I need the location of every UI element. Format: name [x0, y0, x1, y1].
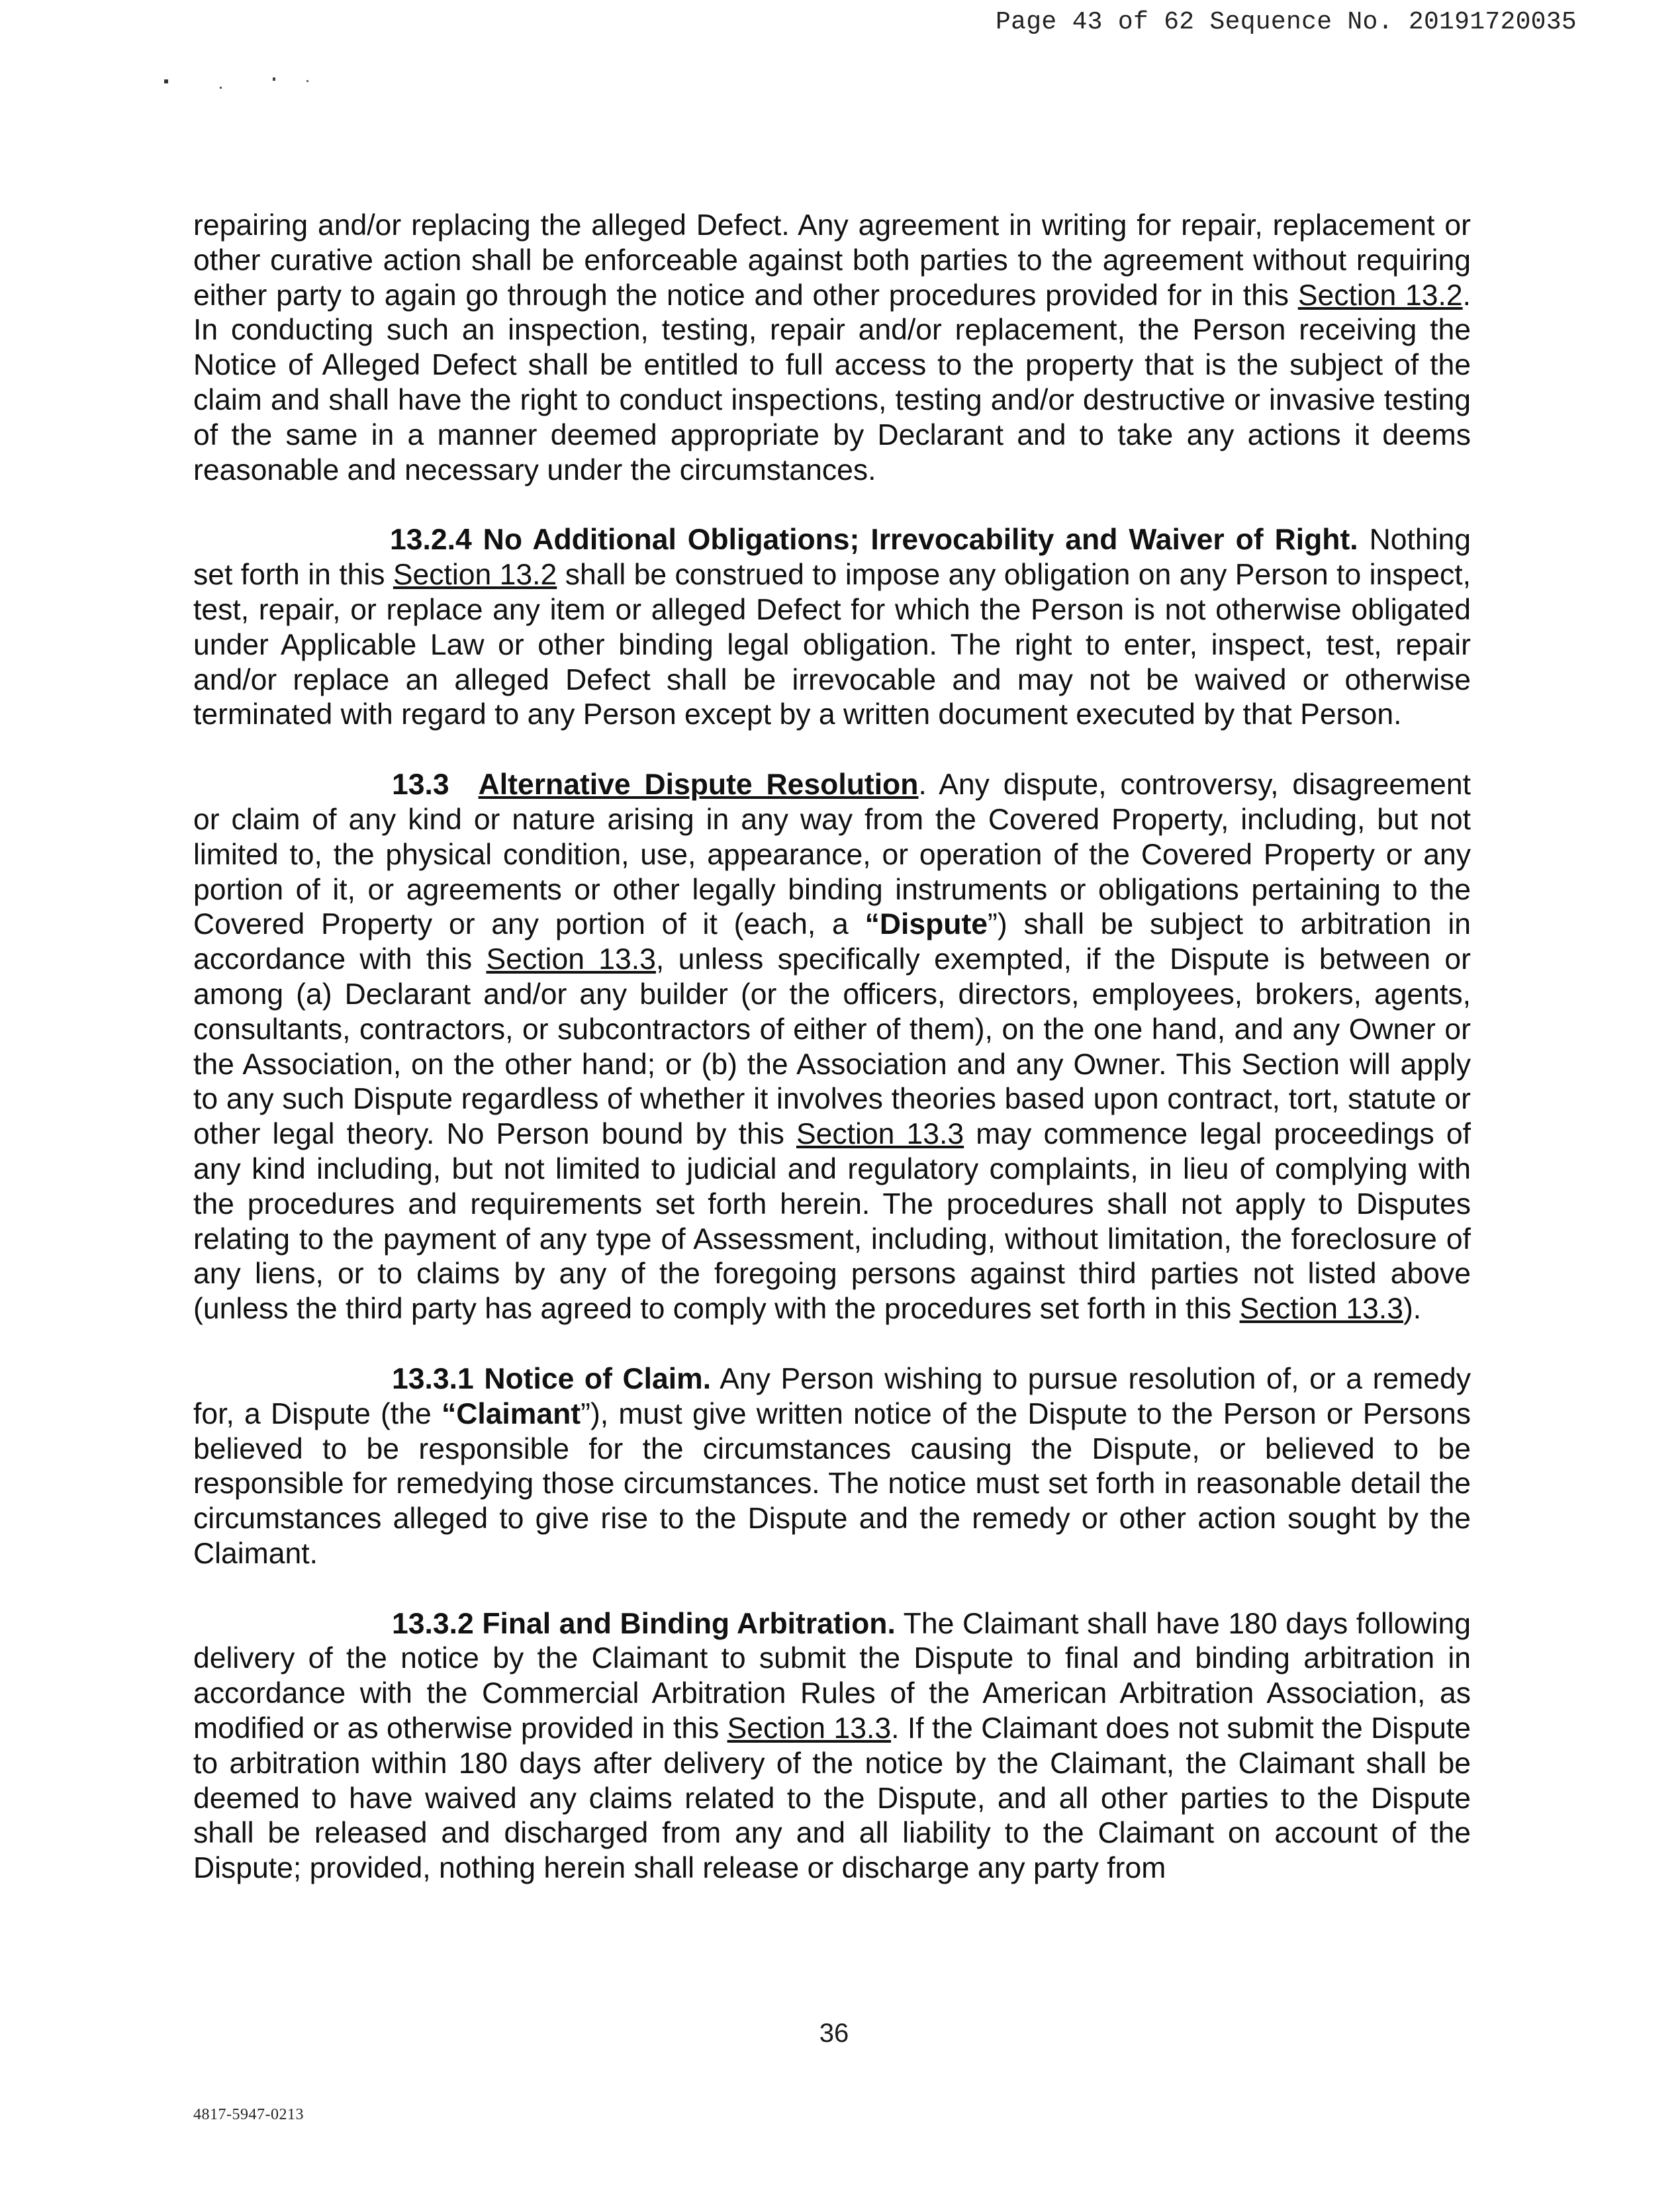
- document-body: [193, 208, 1471, 1886]
- paragraph-13-2-3-continuation: repairing and/or replacing the alleged Defect. Any agreement in writing for repair, replacement or other curative action shall be enforceable against both parties to the agreement without requiring either party to again go through the notice and other procedures provided for in this Section 13.2. In conducting such an inspection, testing, repair and/or replacement, the Person receiving the Notice of Alleged Defect shall be entitled to full access to the property that is the subject of the claim and shall have the right to conduct inspections, testing and/or destructive or invasive testing of the same in a manner deemed appropriate by Declarant and to take any actions it deems reasonable and necessary under the circumstances.: [193, 209, 1471, 486]
- section-reference: Section 13.2: [1297, 279, 1463, 312]
- paragraph-13-3-2: 13.3.2 Final and Binding Arbitration. The Claimant shall have 180 days following delivery of the notice by the Claimant to submit the Dispute to final and binding arbitration in accordance with the Commercial Arbitration Rules of the American Arbitration Association, as modified or as otherwise provided in this Section 13.3. If the Claimant does not submit the Dispute to arbitration within 180 days after delivery of the notice by the Claimant, the Claimant shall be deemed to have waived any claims related to the Dispute, and all other parties to the Dispute shall be released and discharged from any and all liability to the Claimant on account of the Dispute; provided, nothing herein shall release or discharge any party from: [193, 1607, 1471, 1885]
- section-reference: Section 13.3: [727, 1712, 892, 1745]
- page-number: 36: [819, 2019, 849, 2048]
- paragraph-13-3: 13.3 Alternative Dispute Resolution. Any dispute, controversy, disagreement or claim of any kind or nature arising in any way from the Covered Property, including, but not limited to, the physical condition, use, appearance, or operation of the Covered Property or any portion of it, or agreements or other legally binding instruments or obligations pertaining to the Covered Property or any portion of it (each, a “Dispute”) shall be subject to arbitration in accordance with this Section 13.3, unless specifically exempted, if the Dispute is between or among (a) Declarant and/or any builder (or the officers, directors, employees, brokers, agents, consultants, contractors, or subcontractors of either of them), on the one hand, and any Owner or the Association, on the other hand; or (b) the Association and any Owner. This Section will apply to any such Dispute regardless of whether it involves theories based upon contract, tort, statute or other legal theory. No Person bound by this Section 13.3 may commence legal proceedings of any kind including, but not limited to judicial and regulatory complaints, in lieu of complying with the procedures and requirements set forth herein. The procedures shall not apply to Disputes relating to the payment of any type of Assessment, including, without limitation, the foreclosure of any liens, or to claims by any of the foregoing persons against third parties not listed above (unless the third party has agreed to comply with the procedures set forth in this Section 13.3).: [193, 768, 1471, 1326]
- section-number: 13.3: [392, 768, 449, 802]
- section-heading: 13.3.2 Final and Binding Arbitration: [392, 1607, 888, 1640]
- section-reference: Section 13.3: [1239, 1293, 1403, 1326]
- section-reference: Section 13.3: [796, 1118, 964, 1151]
- paragraph-13-2-4: 13.2.4 No Additional Obligations; Irrevocability and Waiver of Right. Nothing set forth in this Section 13.2 shall be construed to impose any obligation on any Person to inspect, test, repair, or replace any item or alleged Defect for which the Person is not otherwise obligated under Applicable Law or other binding legal obligation. The right to enter, inspect, test, repair and/or replace an alleged Defect shall be irrevocable and may not be waived or otherwise terminated with regard to any Person except by a written document executed by that Person.: [193, 524, 1471, 731]
- paragraph-13-3-1: 13.3.1 Notice of Claim. Any Person wishing to pursue resolution of, or a remedy for, a Dispute (the “Claimant”), must give written notice of the Dispute to the Person or Persons believed to be responsible for the circumstances causing the Dispute, or believed to be responsible for remedying those circumstances. The notice must set forth in reasonable detail the circumstances alleged to give rise to the Dispute and the remedy or other action sought by the Claimant.: [193, 1362, 1471, 1570]
- document-id: 4817-5947-0213: [193, 2106, 304, 2123]
- section-reference: Section 13.3: [486, 943, 656, 976]
- section-heading: 13.2.4 No Additional Obligations; Irrevocability and Waiver of Right: [390, 524, 1350, 557]
- scan-specks: [162, 69, 327, 95]
- section-heading: Alternative Dispute Resolution: [478, 768, 919, 802]
- section-heading: 13.3.1 Notice of Claim: [392, 1362, 703, 1395]
- page-sequence-stamp: Page 43 of 62 Sequence No. 20191720035: [996, 8, 1577, 36]
- defined-term: “Claimant: [441, 1397, 581, 1430]
- defined-term: “Dispute: [864, 908, 988, 941]
- section-reference: Section 13.2: [393, 559, 557, 592]
